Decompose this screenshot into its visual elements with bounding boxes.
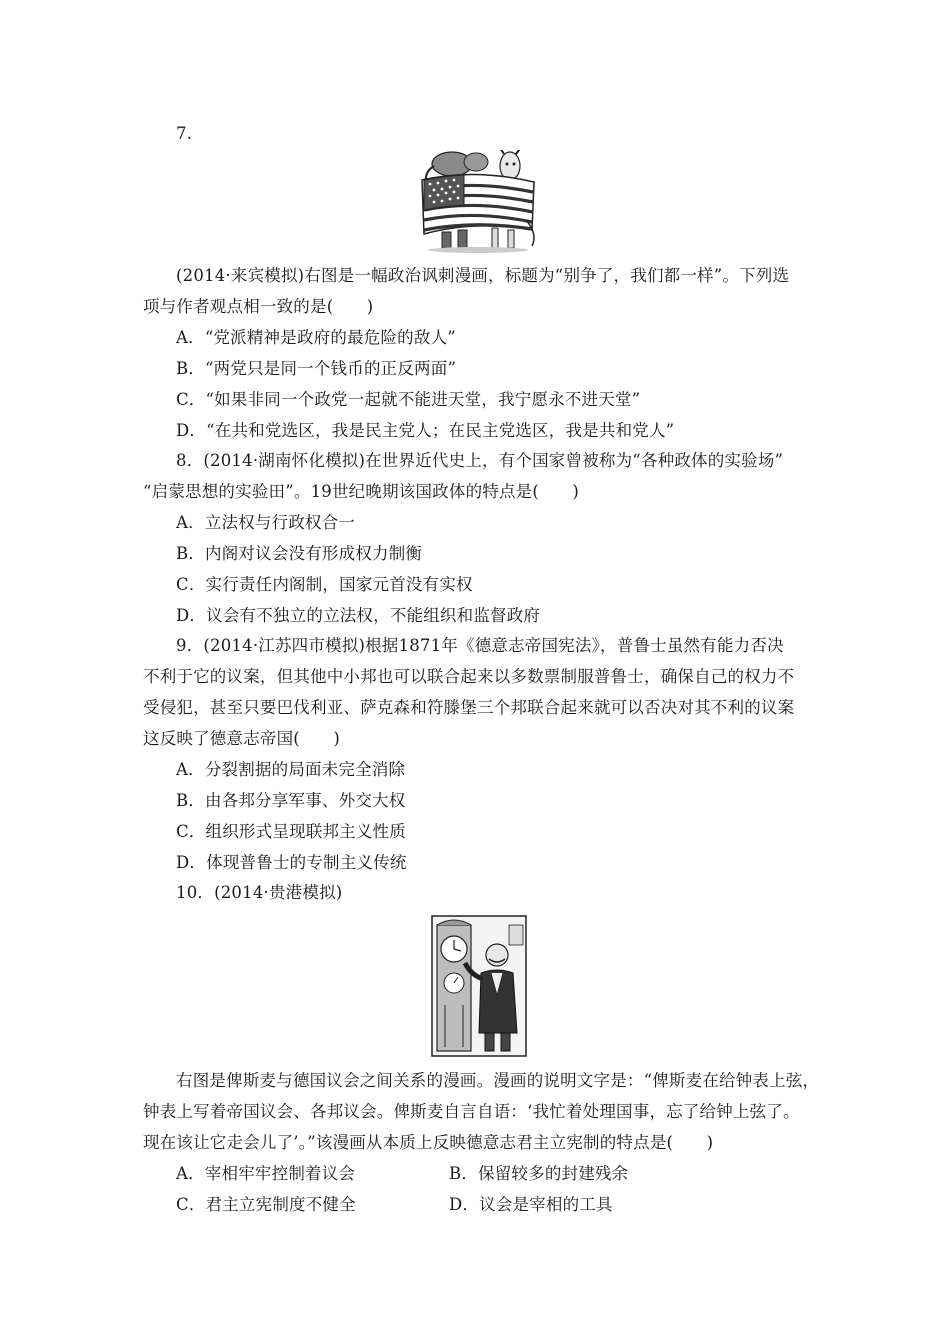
q10-header: 10．(2014·贵港模拟) [176,883,343,902]
q7-option-d: D．“在共和党选区，我是民主党人；在民主党选区，我是共和党人” [176,421,675,440]
q10-stem-line3: 现在该让它走会儿了’。”该漫画从本质上反映德意志君主立宪制的特点是( ) [143,1133,714,1152]
q7-option-b: B．“两党只是同一个钱币的正反两面” [176,359,457,378]
q10-stem-line1: 右图是俾斯麦与德国议会之间关系的漫画。漫画的说明文字是：“俾斯麦在给钟表上弦， [176,1071,820,1090]
q10-option-c: C．君主立宪制度不健全 [176,1195,356,1214]
q8-option-c: C．实行责任内阁制，国家元首没有实权 [176,575,473,594]
q9-stem-line3: 受侵犯，甚至只要巴伐利亚、萨克森和符滕堡三个邦联合起来就可以否决对其不利的议案 [143,698,795,717]
q7-option-a: A．“党派精神是政府的最危险的敌人” [176,328,456,347]
q7-option-c: C．“如果非同一个政党一起就不能进天堂，我宁愿永不进天堂” [176,390,641,409]
q10-option-b: B．保留较多的封建残余 [449,1164,629,1183]
q9-stem-line1: 9．(2014·江苏四市模拟)根据1871年《德意志帝国宪法》，普鲁士虽然有能力否决 [176,636,784,655]
q10-option-d: D．议会是宰相的工具 [449,1195,613,1214]
q10-option-a: A．宰相牢牢控制着议会 [176,1164,356,1183]
q8-stem-line2: “启蒙思想的实验田”。19世纪晚期该国政体的特点是( ) [143,482,580,501]
q8-option-a: A．立法权与行政权合一 [176,513,356,532]
q10-stem-line2: 钟表上写着帝国议会、各邦议会。俾斯麦自言自语：‘我忙着处理国事，忘了给钟上弦了。 [143,1102,800,1121]
q9-option-d: D．体现普鲁士的专制主义传统 [176,853,407,872]
cartoon-bismarck-clock [431,915,527,1057]
q8-option-d: D．议会有不独立的立法权，不能组织和监督政府 [176,606,541,625]
q8-option-b: B．内阁对议会没有形成权力制衡 [176,544,423,563]
q8-stem-line1: 8．(2014·湖南怀化模拟)在世界近代史上，有个国家曾被称为“各种政体的实验场” [176,451,784,470]
q9-option-a: A．分裂割据的局面未完全消除 [176,760,406,779]
q9-stem-line4: 这反映了德意志帝国( ) [143,729,340,748]
cartoon-flag-elephant-donkey [414,150,542,254]
q9-option-b: B．由各邦分享军事、外交大权 [176,791,406,810]
q9-option-c: C．组织形式呈现联邦主义性质 [176,822,406,841]
q7-stem-line1: (2014·来宾模拟)右图是一幅政治讽刺漫画，标题为“别争了，我们都一样”。下列选 [176,266,790,285]
q9-stem-line2: 不利于它的议案，但其他中小邦也可以联合起来以多数票制服普鲁士，确保自己的权力不 [143,667,795,686]
q7-stem-line2: 项与作者观点相一致的是( ) [143,297,374,316]
q7-number: 7. [176,124,193,143]
